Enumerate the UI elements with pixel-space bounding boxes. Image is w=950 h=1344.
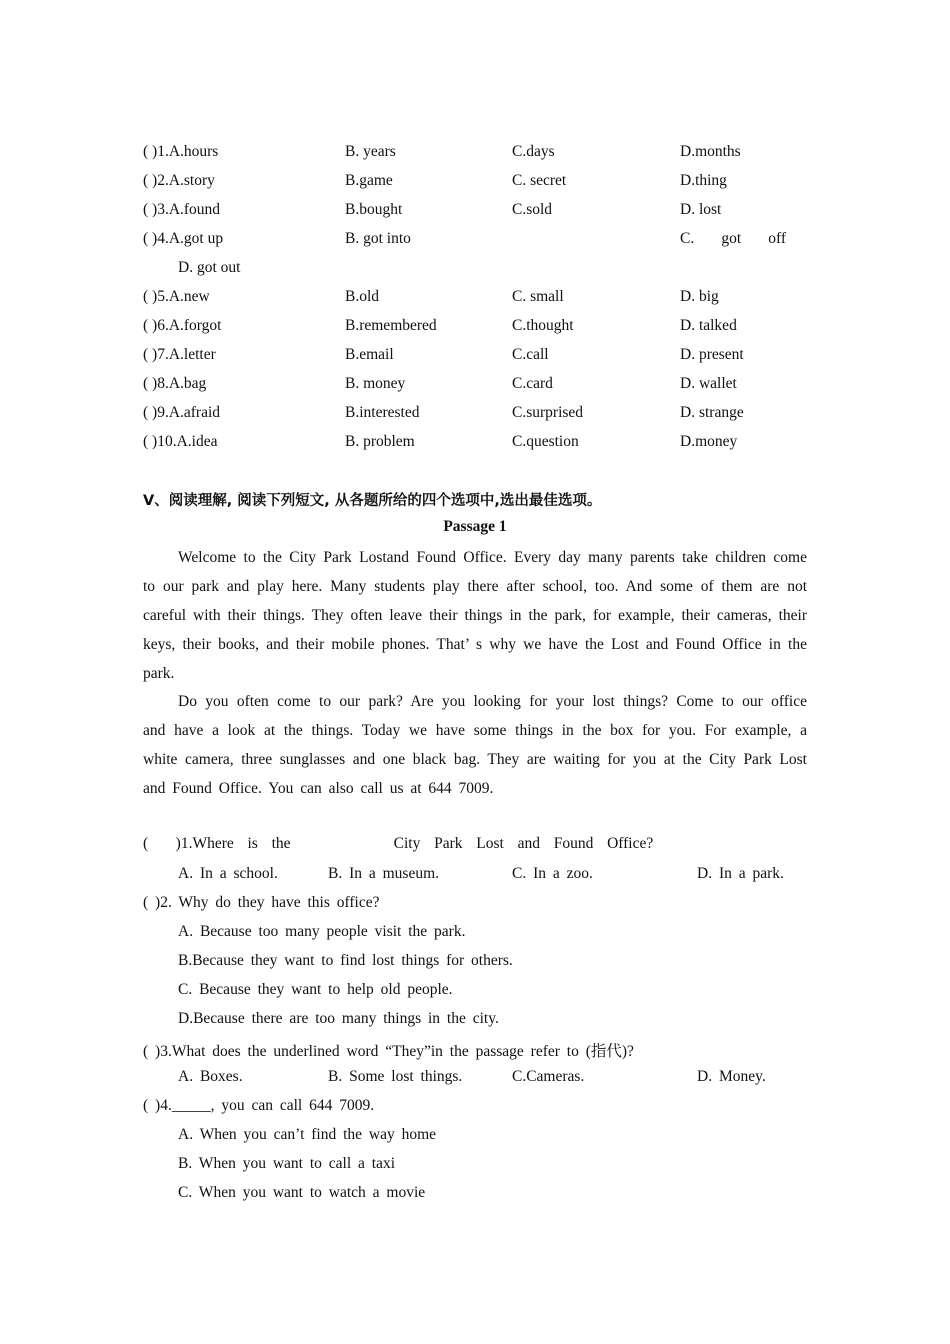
- cloze-option-d: D. talked: [680, 317, 737, 334]
- cloze-option-d: D. lost: [680, 201, 722, 218]
- cloze-option-b: B.remembered: [345, 317, 437, 334]
- cloze-option-c: C.sold: [512, 201, 553, 218]
- question-3: ( )3.What does the underlined word “They”in the passage refer to (指代)?: [143, 1043, 634, 1060]
- q2-option-c: C. Because they want to help old people.: [178, 981, 453, 998]
- cloze-option-b: B.game: [345, 172, 393, 189]
- q3-option-b: B. Some lost things.: [328, 1068, 463, 1085]
- q2-option-b: B.Because they want to find lost things for others.: [178, 952, 513, 969]
- cloze-row-1: [143, 143, 807, 165]
- cloze-option-b: B. money: [345, 375, 406, 392]
- cloze-option-c: C.days: [512, 143, 555, 160]
- cloze-option-c: C.question: [512, 433, 579, 450]
- cloze-question: ( )2.A.story: [143, 172, 215, 189]
- cloze-row-3: [143, 201, 807, 223]
- cloze-question: ( )1.A.hours: [143, 143, 219, 160]
- cloze-row-5: [143, 288, 807, 310]
- q3-option-c: C.Cameras.: [512, 1068, 585, 1085]
- cloze-row-4: [143, 230, 807, 252]
- q2-option-a: A. Because too many people visit the park.: [178, 923, 466, 940]
- cloze-question: ( )4.A.got up: [143, 230, 224, 247]
- cloze-question: ( )7.A.letter: [143, 346, 216, 363]
- cloze-option-c: C.call: [512, 346, 549, 363]
- section-title: Ⅴ、阅读理解, 阅读下列短文, 从各题所给的四个选项中,选出最佳选项。: [143, 493, 602, 509]
- q4-prefix: ( )4.: [143, 1097, 172, 1114]
- cloze-option-c: C.thought: [512, 317, 574, 334]
- q2-option-d: D.Because there are too many things in the city.: [178, 1010, 499, 1027]
- question-2: ( )2. Why do they have this office?: [143, 894, 380, 911]
- cloze-option-c: C.surprised: [512, 404, 584, 421]
- cloze-question: ( )3.A.found: [143, 201, 221, 218]
- cloze-question: ( )6.A.forgot: [143, 317, 222, 334]
- q3-option-a: A. Boxes.: [178, 1068, 243, 1085]
- passage-paragraph: Welcome to the City Park Lostand Found Office. Every day many parents take children come to our park and play here. Many students play there after school, too. And some of them are not careful with their things. They often leave their things in the park, for example, their cameras, their keys, their books, and their mobile phones. That’ s why we have the Lost and Found Office in the park.: [143, 549, 807, 682]
- q4-blank: _____: [171, 1097, 211, 1114]
- cloze-row-4-wrap: [178, 259, 842, 281]
- q4-option-a: A. When you can’t find the way home: [178, 1126, 437, 1143]
- cloze-option-d: D. present: [680, 346, 744, 363]
- cloze-option-d: D.months: [680, 143, 741, 160]
- cloze-question: ( )8.A.bag: [143, 375, 207, 392]
- cloze-question: ( )9.A.afraid: [143, 404, 221, 421]
- cloze-question: ( )5.A.new: [143, 288, 210, 305]
- q3-option-d: D. Money.: [697, 1068, 766, 1085]
- cloze-option-d: D. wallet: [680, 375, 737, 392]
- q4-text: , you can call 644 7009.: [210, 1097, 375, 1114]
- cloze-row-9: [143, 404, 807, 426]
- cloze-option-c: C. small: [512, 288, 564, 305]
- cloze-option-d: D.thing: [680, 172, 727, 189]
- cloze-option-c: C. secret: [512, 172, 567, 189]
- question-1: ( )1.Where is the City Park Lost and Found Office?: [143, 835, 654, 852]
- cloze-option-b: B. got into: [345, 230, 411, 247]
- q4-option-b: B. When you want to call a taxi: [178, 1155, 395, 1172]
- cloze-row-2: [143, 172, 807, 194]
- cloze-row-7: [143, 346, 807, 368]
- cloze-row-10: [143, 433, 807, 455]
- passage-paragraph: Do you often come to our park? Are you looking for your lost things? Come to our office and have a look at the things. Today we have some things in the box for you. For example, a white camera, three sunglasses and one black bag. They are waiting for you at the City Park Lost and Found Office. You can also call us at 644 7009.: [143, 693, 807, 797]
- cloze-row-6: [143, 317, 807, 339]
- cloze-option-c: C. got off: [680, 230, 787, 247]
- cloze-option-d: D.money: [680, 433, 738, 450]
- cloze-option-b: B.interested: [345, 404, 420, 421]
- cloze-option-d: D. strange: [680, 404, 744, 421]
- cloze-question: ( )10.A.idea: [143, 433, 218, 450]
- q1-option-a: A. In a school.: [178, 865, 278, 882]
- cloze-row-8: [143, 375, 807, 397]
- passage-title: Passage 1: [443, 518, 507, 535]
- q4-option-c: C. When you want to watch a movie: [178, 1184, 426, 1201]
- cloze-option-c: C.card: [512, 375, 553, 392]
- q1-option-c: C. In a zoo.: [512, 865, 593, 882]
- q1-option-b: B. In a museum.: [328, 865, 440, 882]
- question-4: [143, 1097, 374, 1115]
- cloze-option-b: B. years: [345, 143, 396, 160]
- cloze-option-b: B. problem: [345, 433, 415, 450]
- cloze-option-b: B.bought: [345, 201, 403, 218]
- cloze-option-b: B.email: [345, 346, 394, 363]
- cloze-option-d: D. big: [680, 288, 719, 305]
- q1-option-d: D. In a park.: [697, 865, 784, 882]
- cloze-option-b: B.old: [345, 288, 380, 305]
- cloze-option-d: D. got out: [178, 259, 241, 276]
